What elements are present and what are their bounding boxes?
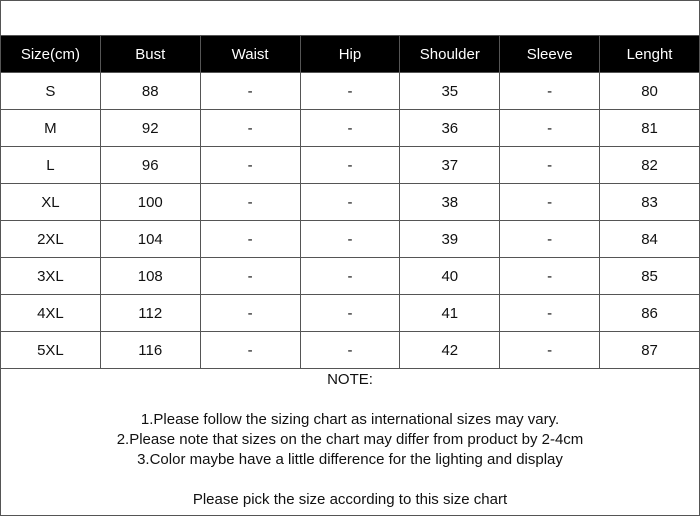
table-cell: 4XL bbox=[1, 295, 101, 332]
table-cell: S bbox=[1, 73, 101, 110]
table-cell: - bbox=[300, 147, 400, 184]
table-cell: 100 bbox=[100, 184, 200, 221]
table-cell: 85 bbox=[600, 258, 700, 295]
table-cell: - bbox=[200, 221, 300, 258]
size-chart-table bbox=[0, 35, 700, 369]
table-cell: 87 bbox=[600, 332, 700, 369]
table-cell: - bbox=[500, 221, 600, 258]
table-cell: - bbox=[300, 221, 400, 258]
table-cell: - bbox=[200, 258, 300, 295]
table-cell: 2XL bbox=[1, 221, 101, 258]
header-length: Lenght bbox=[600, 36, 700, 73]
table-cell: 81 bbox=[600, 110, 700, 147]
table-cell: - bbox=[300, 295, 400, 332]
note-line: 1.Please follow the sizing chart as international sizes may vary. bbox=[140, 411, 560, 428]
table-cell: - bbox=[500, 184, 600, 221]
header-sleeve: Sleeve bbox=[500, 36, 600, 73]
table-cell: 108 bbox=[100, 258, 200, 295]
header-bust: Bust bbox=[100, 36, 200, 73]
table-row bbox=[1, 295, 700, 332]
table-cell: 40 bbox=[400, 258, 500, 295]
table-body bbox=[1, 73, 700, 369]
table-cell: 96 bbox=[100, 147, 200, 184]
table-cell: 116 bbox=[100, 332, 200, 369]
table-cell: 112 bbox=[100, 295, 200, 332]
table-cell: 41 bbox=[400, 295, 500, 332]
notes-section bbox=[0, 368, 700, 510]
table-cell: 86 bbox=[600, 295, 700, 332]
table-cell: 38 bbox=[400, 184, 500, 221]
table-row bbox=[1, 258, 700, 295]
table-cell: - bbox=[200, 110, 300, 147]
table-cell: - bbox=[200, 184, 300, 221]
table-cell: 92 bbox=[100, 110, 200, 147]
table-cell: - bbox=[500, 147, 600, 184]
table-cell: 83 bbox=[600, 184, 700, 221]
table-cell: M bbox=[1, 110, 101, 147]
header-waist: Waist bbox=[200, 36, 300, 73]
table-cell: - bbox=[300, 332, 400, 369]
table-cell: 42 bbox=[400, 332, 500, 369]
table-cell: 88 bbox=[100, 73, 200, 110]
table-cell: - bbox=[500, 110, 600, 147]
table-header-row bbox=[1, 36, 700, 73]
table-cell: - bbox=[300, 184, 400, 221]
table-cell: - bbox=[500, 332, 600, 369]
header-hip: Hip bbox=[300, 36, 400, 73]
header-size: Size(cm) bbox=[1, 36, 101, 73]
table-cell: - bbox=[200, 332, 300, 369]
table-cell: 5XL bbox=[1, 332, 101, 369]
table-cell: - bbox=[300, 110, 400, 147]
table-cell: - bbox=[300, 258, 400, 295]
table-cell: L bbox=[1, 147, 101, 184]
note-line: 3.Color maybe have a little difference for the lighting and display bbox=[137, 451, 563, 468]
table-cell: - bbox=[500, 258, 600, 295]
table-cell: - bbox=[500, 73, 600, 110]
table-cell: 82 bbox=[600, 147, 700, 184]
table-row bbox=[1, 110, 700, 147]
table-row bbox=[1, 184, 700, 221]
table-cell: 37 bbox=[400, 147, 500, 184]
table-cell: 36 bbox=[400, 110, 500, 147]
table-cell: - bbox=[200, 147, 300, 184]
note-footer: Please pick the size according to this size chart bbox=[192, 491, 508, 508]
table-row bbox=[1, 73, 700, 110]
note-title: NOTE: bbox=[327, 371, 373, 388]
table-cell: 35 bbox=[400, 73, 500, 110]
table-cell: 104 bbox=[100, 221, 200, 258]
note-line: 2.Please note that sizes on the chart may differ from product by 2-4cm bbox=[116, 431, 584, 448]
table-row bbox=[1, 221, 700, 258]
table-cell: 39 bbox=[400, 221, 500, 258]
table-cell: - bbox=[200, 295, 300, 332]
table-cell: - bbox=[300, 73, 400, 110]
table-cell: XL bbox=[1, 184, 101, 221]
note-lines bbox=[0, 410, 700, 470]
header-shoulder: Shoulder bbox=[400, 36, 500, 73]
table-cell: - bbox=[200, 73, 300, 110]
table-cell: 3XL bbox=[1, 258, 101, 295]
table-row bbox=[1, 147, 700, 184]
table-cell: - bbox=[500, 295, 600, 332]
table-row bbox=[1, 332, 700, 369]
table-cell: 80 bbox=[600, 73, 700, 110]
table-cell: 84 bbox=[600, 221, 700, 258]
